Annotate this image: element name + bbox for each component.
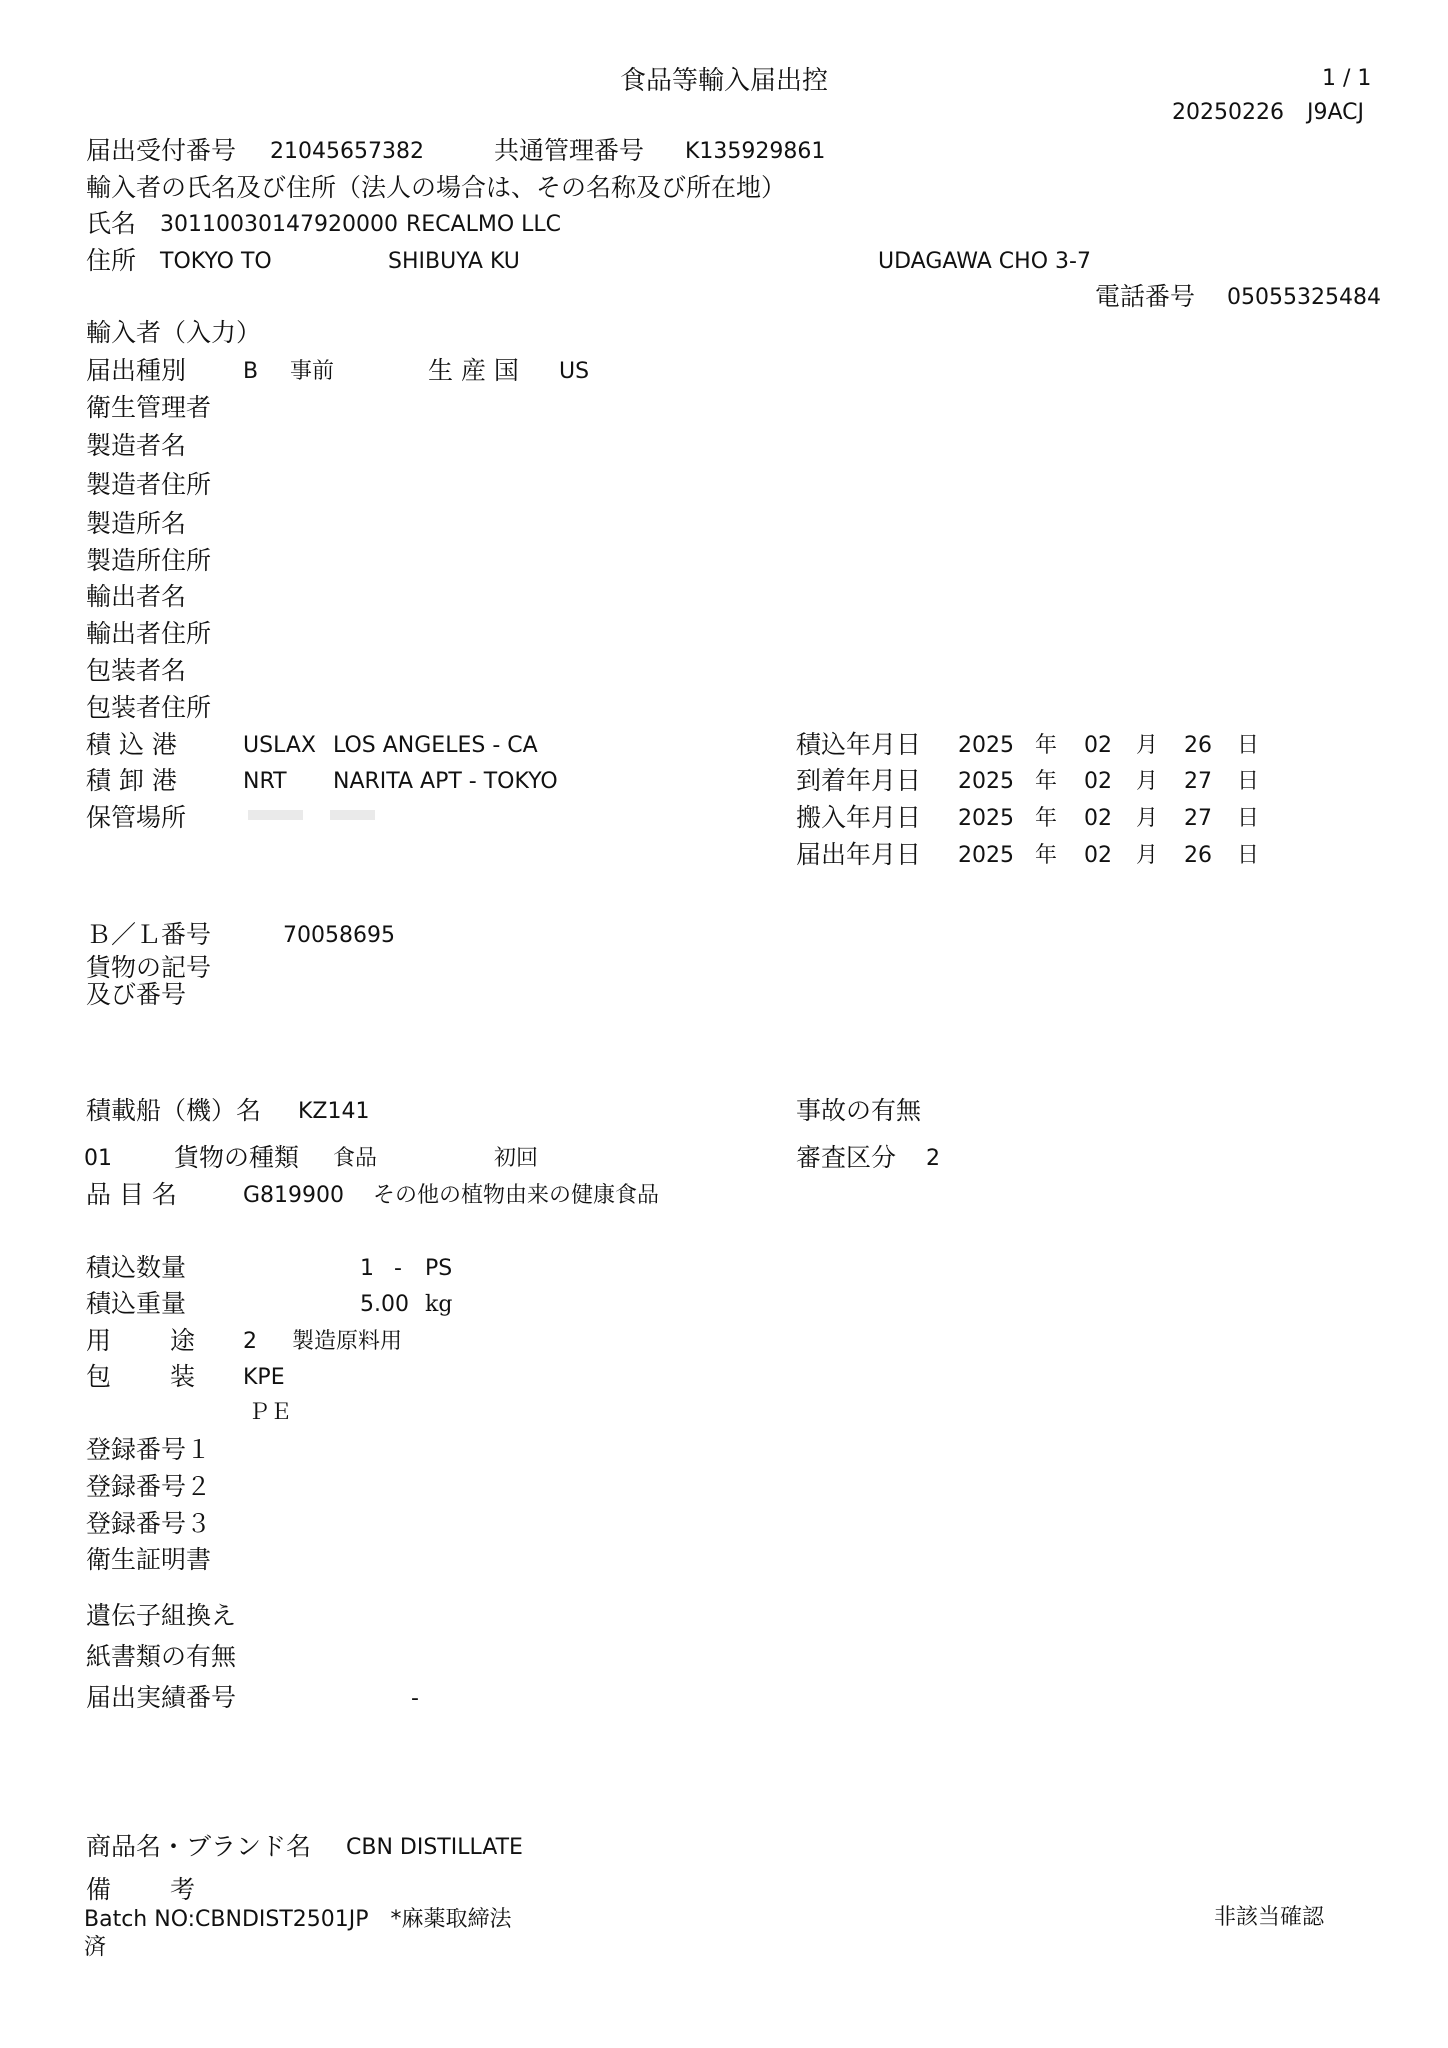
bl-number-label: Ｂ／Ｌ番号 (86, 920, 212, 949)
paper-documents-label: 紙書類の有無 (86, 1642, 237, 1671)
month-unit: 月 (1136, 733, 1159, 758)
cargo-marks-label-2: 及び番号 (86, 980, 187, 1009)
loading-port-code: USLAX (243, 733, 316, 758)
arrival-date-year: 2025 (958, 769, 1014, 794)
health-certificate-label: 衛生証明書 (86, 1545, 212, 1574)
carry-in-date-month: 02 (1084, 806, 1112, 831)
use-code: 2 (243, 1329, 257, 1354)
common-number-label: 共通管理番号 (494, 136, 645, 165)
name-id: 30110030147920000 (160, 212, 398, 237)
cargo-kind-label: 貨物の種類 (174, 1143, 300, 1172)
gm-label: 遺伝子組換え (86, 1601, 237, 1630)
day-unit: 日 (1237, 769, 1260, 794)
arrival-date-day: 27 (1184, 769, 1212, 794)
loading-date-day: 26 (1184, 733, 1212, 758)
day-unit: 日 (1237, 843, 1260, 868)
use-label-2: 途 (170, 1326, 196, 1355)
page-number: 1 / 1 (1322, 66, 1372, 91)
exporter-name-label: 輸出者名 (86, 582, 187, 611)
quantity-unit: PS (425, 1256, 453, 1281)
receipt-number: 21045657382 (270, 139, 424, 164)
brand-label: 商品名・ブランド名 (86, 1832, 312, 1861)
record-number: - (411, 1686, 419, 1711)
accident-label: 事故の有無 (796, 1096, 922, 1125)
unloading-port-name: NARITA APT - TOKYO (333, 769, 558, 794)
registration-2-label: 登録番号２ (86, 1472, 212, 1501)
weight: 5.00 (360, 1292, 409, 1317)
month-unit: 月 (1136, 843, 1159, 868)
day-unit: 日 (1237, 733, 1260, 758)
unloading-port-label: 積 卸 港 (86, 766, 177, 795)
filing-date-day: 26 (1184, 843, 1212, 868)
year-unit: 年 (1035, 733, 1058, 758)
day-unit: 日 (1237, 806, 1260, 831)
item-code: G819900 (243, 1183, 345, 1208)
packer-name-label: 包装者名 (86, 656, 187, 685)
vessel-label: 積載船（機）名 (86, 1096, 262, 1125)
factory-name-label: 製造所名 (86, 509, 187, 538)
month-unit: 月 (1136, 769, 1159, 794)
phone-label: 電話番号 (1095, 282, 1196, 311)
filing-type-value: 事前 (290, 359, 335, 384)
loading-date-month: 02 (1084, 733, 1112, 758)
weight-unit: kg (425, 1292, 453, 1317)
loading-date-year: 2025 (958, 733, 1014, 758)
loading-port-name: LOS ANGELES - CA (333, 733, 538, 758)
name-label: 氏名 (86, 209, 137, 238)
registration-3-label: 登録番号３ (86, 1509, 212, 1538)
redaction-mark (330, 810, 375, 820)
address-label: 住所 (86, 246, 137, 275)
arrival-date-label: 到着年月日 (796, 766, 922, 795)
brand-name: CBN DISTILLATE (346, 1835, 523, 1860)
review-category: 2 (926, 1146, 940, 1171)
filing-date-month: 02 (1084, 843, 1112, 868)
use-label-1: 用 (86, 1326, 112, 1355)
manufacturer-address-label: 製造者住所 (86, 470, 212, 499)
registration-1-label: 登録番号１ (86, 1435, 212, 1464)
cargo-kind: 食品 (333, 1146, 378, 1171)
name-value: RECALMO LLC (406, 212, 562, 237)
filing-type-label: 届出種別 (86, 356, 187, 385)
unloading-port-code: NRT (243, 769, 287, 794)
factory-address-label: 製造所住所 (86, 546, 212, 575)
month-unit: 月 (1136, 806, 1159, 831)
bl-number: 70058695 (283, 923, 395, 948)
quantity-dash: - (394, 1256, 402, 1281)
item-name: その他の植物由来の健康食品 (373, 1183, 660, 1208)
carry-in-date-day: 27 (1184, 806, 1212, 831)
remarks-line-2: 済 (84, 1935, 107, 1960)
packaging-code: KPE (243, 1365, 285, 1390)
filing-date-label: 届出年月日 (796, 840, 922, 869)
common-number: K135929861 (685, 139, 826, 164)
review-category-label: 審査区分 (796, 1143, 897, 1172)
importer-input-heading: 輸入者（入力） (86, 318, 262, 347)
packaging-label-2: 装 (170, 1362, 196, 1391)
address-line-3: UDAGAWA CHO 3-7 (878, 249, 1091, 274)
address-line-2: SHIBUYA KU (388, 249, 520, 274)
country-label: 生 産 国 (428, 356, 519, 385)
filing-type-code: B (243, 359, 259, 384)
phone-number: 05055325484 (1227, 285, 1381, 310)
sanitation-manager-label: 衛生管理者 (86, 393, 212, 422)
storage-location-label: 保管場所 (86, 803, 187, 832)
remarks-label-2: 考 (170, 1875, 196, 1904)
manufacturer-name-label: 製造者名 (86, 431, 187, 460)
year-unit: 年 (1035, 843, 1058, 868)
quantity-label: 積込数量 (86, 1253, 187, 1282)
header-code: J9ACJ (1307, 100, 1364, 125)
cargo-marks-label-1: 貨物の記号 (86, 953, 212, 982)
remarks-right: 非該当確認 (1214, 1905, 1325, 1930)
remarks-line-1: Batch NO:CBNDIST2501JP *麻薬取締法 (84, 1907, 512, 1932)
weight-label: 積込重量 (86, 1289, 187, 1318)
filing-date-year: 2025 (958, 843, 1014, 868)
first-import: 初回 (494, 1146, 539, 1171)
use-value: 製造原料用 (292, 1329, 403, 1354)
packer-address-label: 包装者住所 (86, 693, 212, 722)
carry-in-date-label: 搬入年月日 (796, 803, 922, 832)
country-value: US (559, 359, 590, 384)
document-title: 食品等輸入届出控 (620, 66, 829, 96)
item-name-label: 品 目 名 (86, 1180, 177, 1209)
packaging-material: ＰＥ (248, 1400, 293, 1425)
vessel-name: KZ141 (298, 1099, 370, 1124)
loading-port-label: 積 込 港 (86, 730, 177, 759)
packaging-label-1: 包 (86, 1362, 112, 1391)
item-number: 01 (84, 1146, 112, 1171)
receipt-number-label: 届出受付番号 (86, 136, 237, 165)
quantity: 1 (360, 1256, 374, 1281)
importer-heading: 輸入者の氏名及び住所（法人の場合は、その名称及び所在地） (86, 173, 787, 202)
year-unit: 年 (1035, 806, 1058, 831)
record-number-label: 届出実績番号 (86, 1683, 237, 1712)
remarks-label-1: 備 (86, 1875, 112, 1904)
loading-date-label: 積込年月日 (796, 730, 922, 759)
carry-in-date-year: 2025 (958, 806, 1014, 831)
exporter-address-label: 輸出者住所 (86, 619, 212, 648)
date-code: 20250226 (1172, 100, 1284, 125)
year-unit: 年 (1035, 769, 1058, 794)
arrival-date-month: 02 (1084, 769, 1112, 794)
redaction-mark (248, 810, 303, 820)
address-line-1: TOKYO TO (160, 249, 272, 274)
